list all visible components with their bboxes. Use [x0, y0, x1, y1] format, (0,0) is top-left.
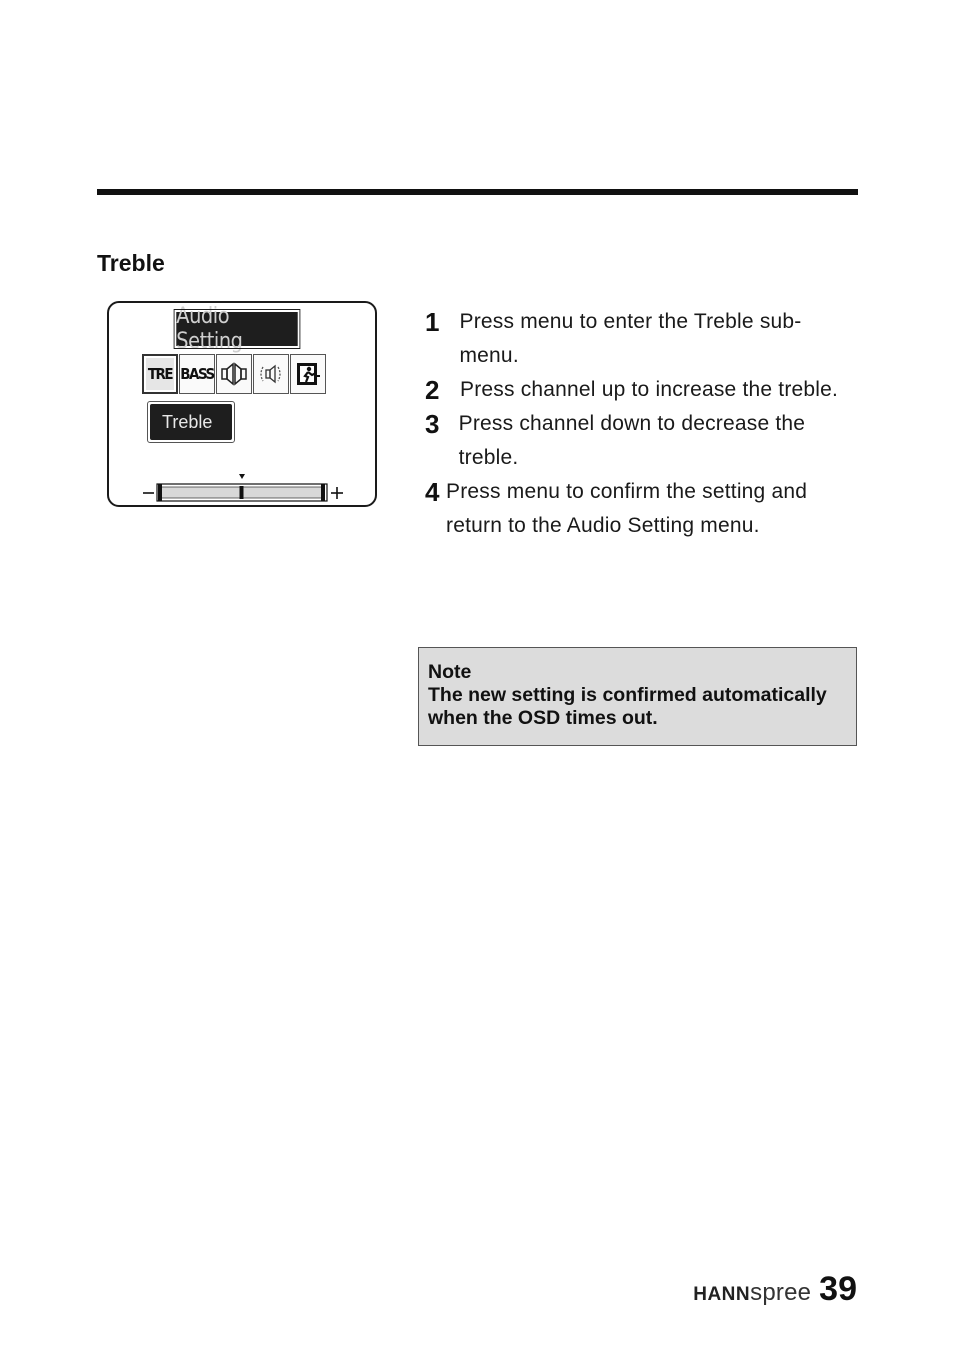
note-box [418, 647, 857, 746]
steps-list [425, 305, 855, 543]
step-text: Press channel down to decrease the treble. [458, 412, 806, 469]
bass-icon [179, 354, 215, 394]
note-text: The new setting is confirmed automatically when the OSD times out. [428, 684, 827, 729]
step-item [425, 407, 855, 475]
balance-speaker-icon [216, 354, 252, 394]
brand-logo-light: spree [750, 1279, 812, 1306]
treble-level-slider [143, 473, 353, 503]
bass-icon-label: BASS [180, 365, 214, 383]
osd-selected-label [147, 401, 235, 443]
page-number: 39 [819, 1270, 857, 1308]
step-number: 3 [425, 409, 440, 439]
exit-icon [290, 354, 326, 394]
page-footer [693, 1270, 857, 1309]
step-item [425, 475, 855, 543]
note-title: Note [428, 661, 472, 683]
osd-title: Audio Setting [175, 310, 300, 348]
treble-icon [142, 354, 178, 394]
treble-icon-label: TRE [147, 365, 173, 383]
section-title: Treble [97, 250, 165, 276]
brand-logo-bold: HANN [693, 1284, 751, 1305]
step-text: Press menu to confirm the setting and return to the Audio Setting menu. [446, 480, 808, 537]
step-number: 1 [425, 307, 440, 337]
osd-illustration [107, 301, 377, 507]
step-number: 4 [425, 477, 440, 507]
step-item [425, 373, 855, 407]
osd-selected-label-text: Treble [150, 404, 232, 440]
surround-speaker-icon [253, 354, 289, 394]
brand-logo [693, 1279, 811, 1307]
step-number: 2 [425, 375, 440, 405]
step-text: Press channel up to increase the treble. [460, 378, 839, 401]
osd-icon-row [142, 354, 326, 394]
step-item [425, 305, 855, 373]
header-rule [97, 189, 858, 195]
step-text: Press menu to enter the Treble sub-menu. [459, 310, 802, 367]
